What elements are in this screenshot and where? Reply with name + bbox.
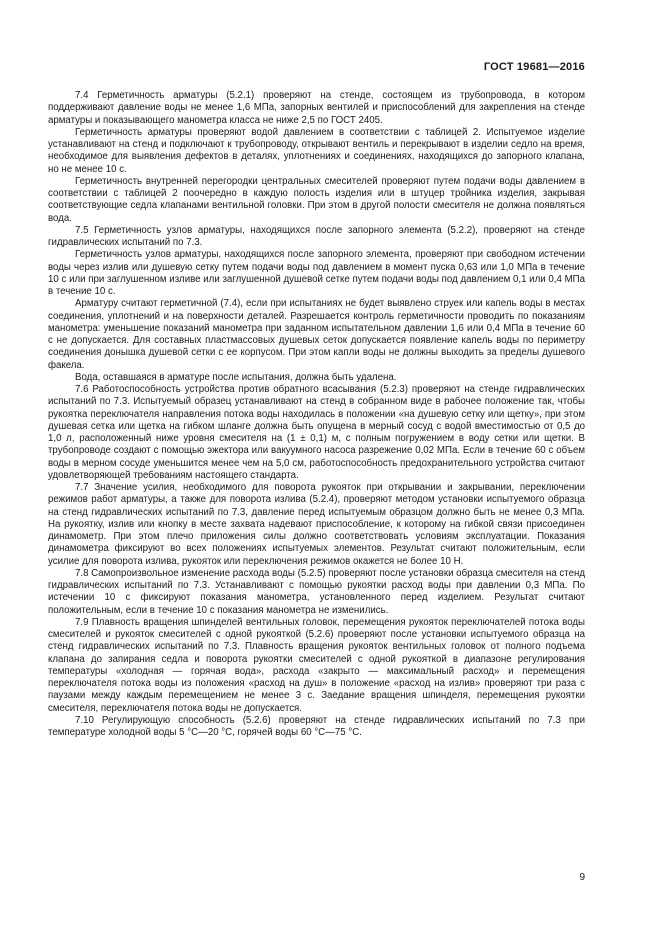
paragraph: Арматуру считают герметичной (7.4), если при испытаниях не будет выявлено струек или капель воды в местах соединения, уплотнений и на поверхности деталей. Разрешается контроль герметичности проводить по показаниям манометра: уменьшение показаний манометра при заданном испытательном давлении 1,6 или 0,4 МПа в течение 60 с не допускается. Для составных пластмассовых душевых сеток допускается появление капель воды по периметру соединения донышка душевой сетки с ее корпусом. При этом капли воды не должны выходить за пределы душевого факела. xyxy=(48,298,585,371)
paragraph: Герметичность внутренней перегородки центральных смесителей проверяют путем подачи воды давлением в соответствии с таблицей 2 поочередно в каждую полость изделия или в штуцер тройника изделия, закрывая соответствующие седла клапанами вентильной головки. При этом в другой полости смесителя не должна появляться вода. xyxy=(48,175,585,224)
paragraph: Герметичность арматуры проверяют водой давлением в соответствии с таблицей 2. Испытуемое изделие устанавливают на стенд и подключают к трубопроводу, открывают вентиль и перекрывают в изделии седло на время, необходимое для выявления дефектов в деталях, уплотнениях и соединениях, находящихся до запорного клапана, но не менее 10 с. xyxy=(48,126,585,175)
paragraph: 7.7 Значение усилия, необходимого для поворота рукояток при открывании и закрывании, переключении режимов работ арматуры, а также для поворота излива (5.2.4), проверяют методом установки испытуемого образца на стенд гидравлических испытаний по 7.3, давление перед испытуемым образцом должно быть не менее 0,3 МПа. На рукоятку, излив или кнопку в месте захвата надевают приспособление, к которому на гибкой связи присоединен динамометр. При этом плечо приложения силы должно соответствовать условиям эксплуатации. Показания динамометра фиксируют во всех положениях испытуемых элементов. Результат считают положительным, если усилие для поворота излива, рукояток или переключения режимов окажется не более 10 Н. xyxy=(48,482,585,567)
paragraph: Вода, оставшаяся в арматуре после испытания, должна быть удалена. xyxy=(75,371,397,383)
document-body xyxy=(48,90,585,739)
standard-code-header: ГОСТ 19681—2016 xyxy=(483,61,585,73)
paragraph: 7.10 Регулирующую способность (5.2.6) проверяют на стенде гидравлических испытаний по 7.3 при температуре холодной воды 5 °С—20 °С, горячей воды 60 °С—75 °С. xyxy=(48,714,585,738)
paragraph: 7.8 Самопроизвольное изменение расхода воды (5.2.5) проверяют после установки образца смесителя на стенд гидравлических испытаний по 7.3. Устанавливают с помощью рукоятки расход воды при давлении 0,3 МПа. По истечении 10 с фиксируют показания манометра, установленного перед изделием. Результат считают положительным, если в течение 10 с показания манометра не изменились. xyxy=(48,567,585,616)
paragraph: 7.5 Герметичность узлов арматуры, находящихся после запорного элемента (5.2.2), проверяют на стенде гидравлических испытаний по 7.3. xyxy=(48,224,585,248)
paragraph: 7.9 Плавность вращения шпинделей вентильных головок, перемещения рукояток переключателей потока воды смесителей и рукояток смесителей с одной рукояткой (5.2.6) проверяют после установки испытуемого образца на стенд гидравлических испытаний по 7.3. Плавность вращения рукояток вентильных головок от полного подъема клапана до запирания седла и поворота рукоятки смесителей с одной рукояткой в диапазоне регулирования температуры «холодная — горячая вода», расхода «закрыто — максимальный расход» и перемещения переключателя потока воды из положения «расход на душ» в положение «расход на излив» проверяют три раза с паузами между каждым перемещением не менее 3 с. Заедание вращения шпинделя, перемещения рукоятки смесителя, переключателя потока воды не допускается. xyxy=(48,616,585,714)
paragraph: Герметичность узлов арматуры, находящихся после запорного элемента, проверяют при свободном истечении воды через излив или душевую сетку путем подачи воды под давлением в момент пуска 0,63 или 1,0 МПа в течение 10 с или при заглушенном изливе или заглушенной душевой сетке путем подачи воды под давлением 0,1 или 0,4 МПа в течение 10 с. xyxy=(48,249,585,297)
page-number: 9 xyxy=(579,872,585,883)
paragraph: 7.4 Герметичность арматуры (5.2.1) проверяют на стенде, состоящем из трубопровода, в котором поддерживают давление воды не менее 1,6 МПа, запорных вентилей и приспособлений для закрепления на стенде арматуры и показывающего манометра класса не ниже 2,5 по ГОСТ 2405. xyxy=(48,90,585,126)
paragraph: 7.6 Работоспособность устройства против обратного всасывания (5.2.3) проверяют на стенде гидравлических испытаний по 7.3. Испытуемый образец устанавливают на стенд в собранном виде в рабочее положение так, чтобы рукоятка переключателя направления потока воды находилась в положении «на душевую сетку или щетку», при этом душевая сетка или щетка на гибком шланге должна быть опущена в мерный сосуд с водой вместимостью от 0,5 до 1,0 л, расположенный ниже уровня смесителя на (1 ± 0,1) м, с полным погружением в воду сетки или щетки. В трубопроводе создают с помощью эжектора или вакуумного насоса разрежение 0,02 МПа. Если в течение 60 с объем воды в мерном сосуде уменьшится менее чем на 5,0 см, работоспособность предохранительного устройства считают удовлетворяющей требованиям настоящего стандарта. xyxy=(48,384,585,481)
